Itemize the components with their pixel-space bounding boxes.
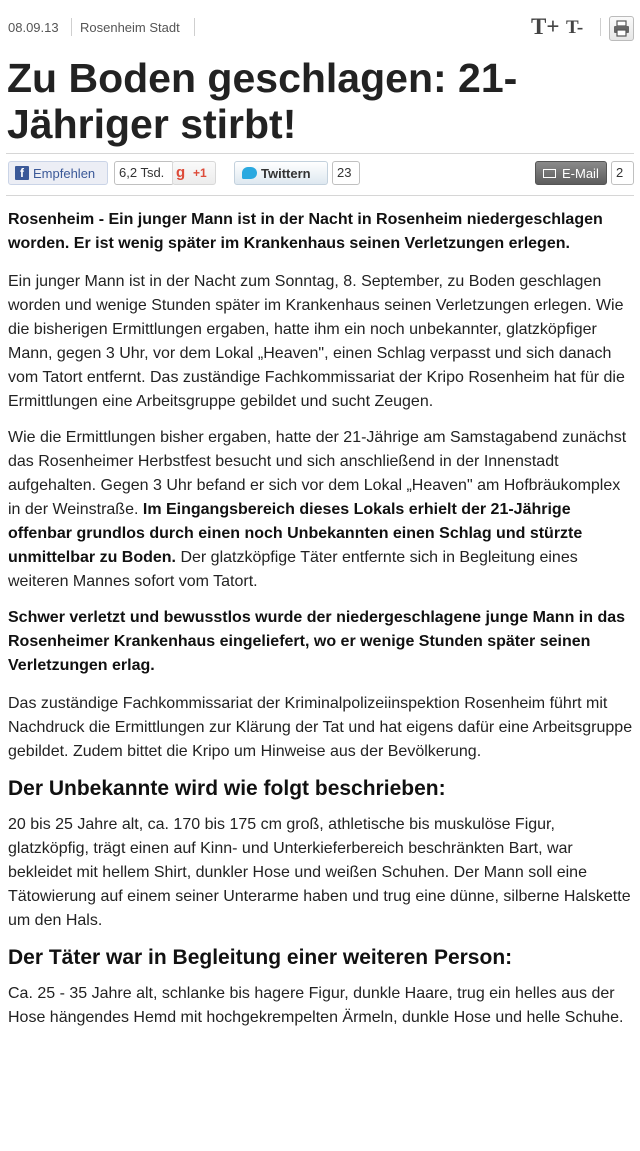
article-meta-bar xyxy=(0,0,640,52)
facebook-recommend-label: Empfehlen xyxy=(33,166,96,181)
envelope-icon xyxy=(543,169,556,178)
article-emphasis-paragraph: Schwer verletzt und bewusstlos wurde der niedergeschlagene junge Mann in das Rosenheimer Krankenhaus eingeliefert, wo er wenige Stunden später seinen Verletzungen erlag. xyxy=(8,609,626,674)
article-paragraph: Ein junger Mann ist in der Nacht zum Sonntag, 8. September, zu Boden geschlagen worden und wenige Stunden später im Krankenhaus seinen Verletzungen erlegen. Wie die bisherigen Ermittlungen ergaben, hatte ihm ein noch unbekannter, glatzköpfiger Mann, gegen 3 Uhr, vor dem Lokal „Heaven", einen Schlag verpasst und sich danach vom Tatort entfernt. Das zuständige Fachkommissariat der Kripo Rosenheim hat für die Ermittlungen eine Arbeitsgruppe gebildet und sucht Zeugen. xyxy=(8,273,625,410)
paragraph-text: Wie die Ermittlungen bisher ergaben, hatte der 21-Jährige am Samstagabend zunächst das Rosenheimer Herbstfest besucht und sich anschließend in der Innenstadt aufgehalten. Gegen 3 Uhr befand er sich vor dem Lokal „Heaven" am Hofbräukomplex in der Weinstraße. xyxy=(8,429,627,518)
article-date: 08.09.13 xyxy=(8,20,59,35)
social-share-bar xyxy=(0,158,640,192)
email-share-button[interactable] xyxy=(535,161,607,185)
article-paragraph: 20 bis 25 Jahre alt, ca. 170 bis 175 cm groß, athletische bis muskulöse Figur, glatzköpfig, trägt einen auf Kinn- und Unterkieferbereich beschränkten Bart, war bekleidet mit hellem Shirt, dunkler Hose und weißen Schuhen. Der Mann soll eine Tätowierung auf einem seiner Unterarme haben und trug eine dünne, silberne Halskette um den Hals. xyxy=(8,816,631,929)
twitter-tweet-button[interactable] xyxy=(234,161,328,185)
font-decrease-button[interactable]: T- xyxy=(566,17,584,38)
facebook-recommend-button[interactable] xyxy=(8,161,108,185)
printer-icon xyxy=(610,17,633,40)
article-title: Zu Boden geschlagen: 21-Jähriger stirbt! xyxy=(7,55,518,147)
google-plus-button[interactable] xyxy=(172,161,216,185)
print-button[interactable] xyxy=(609,16,634,41)
font-increase-button[interactable]: T+ xyxy=(531,14,560,39)
article-lead: Rosenheim - Ein junger Mann ist in der Nacht in Rosenheim niedergeschlagen worden. Er ist wenig später im Krankenhaus seinen Verletzungen erlegen. xyxy=(8,211,603,252)
article-paragraph: Das zuständige Fachkommissariat der Kriminalpolizeiinspektion Rosenheim führt mit Nachdruck die Ermittlungen zur Klärung der Tat und hat eigens dafür eine Arbeitsgruppe gebildet. Zudem bittet die Kripo um Hinweise aus der Bevölkerung. xyxy=(8,695,633,760)
twitter-bird-icon xyxy=(242,167,257,179)
paragraph-text: Der glatzköpfige Täter entfernte sich in Begleitung eines weiteren Mannes sofort vom Tatort. xyxy=(8,549,578,590)
email-share-label: E-Mail xyxy=(562,166,599,181)
google-plus-label: +1 xyxy=(193,166,207,180)
divider xyxy=(6,195,634,196)
section-heading: Der Unbekannte wird wie folgt beschrieben: xyxy=(8,777,446,800)
facebook-count: 6,2 Tsd. xyxy=(114,161,174,185)
section-link[interactable]: Rosenheim Stadt xyxy=(80,20,180,35)
meta-divider xyxy=(194,18,195,36)
paragraph-emphasis: Im Eingangsbereich dieses Lokals erhielt der 21-Jährige offenbar grundlos durch einen noch Unbekannten einen Schlag und stürzte unmittelbar zu Boden. xyxy=(8,501,583,566)
article-paragraph xyxy=(8,426,634,594)
meta-divider xyxy=(600,18,601,36)
article-paragraph: Ca. 25 - 35 Jahre alt, schlanke bis hagere Figur, dunkle Haare, trug ein helles aus der Hose hängendes Hemd mit hochgekrempelten Ärmeln, dunkle Hose und helle Schuhe. xyxy=(8,985,624,1026)
twitter-tweet-label: Twittern xyxy=(261,166,311,181)
facebook-icon: f xyxy=(15,166,29,180)
divider xyxy=(6,153,634,154)
google-plus-icon: g xyxy=(176,164,186,181)
twitter-count: 23 xyxy=(332,161,360,185)
meta-divider xyxy=(71,18,72,36)
section-heading: Der Täter war in Begleitung einer weiteren Person: xyxy=(8,946,513,969)
article-body xyxy=(8,208,634,1042)
email-count: 2 xyxy=(611,161,634,185)
